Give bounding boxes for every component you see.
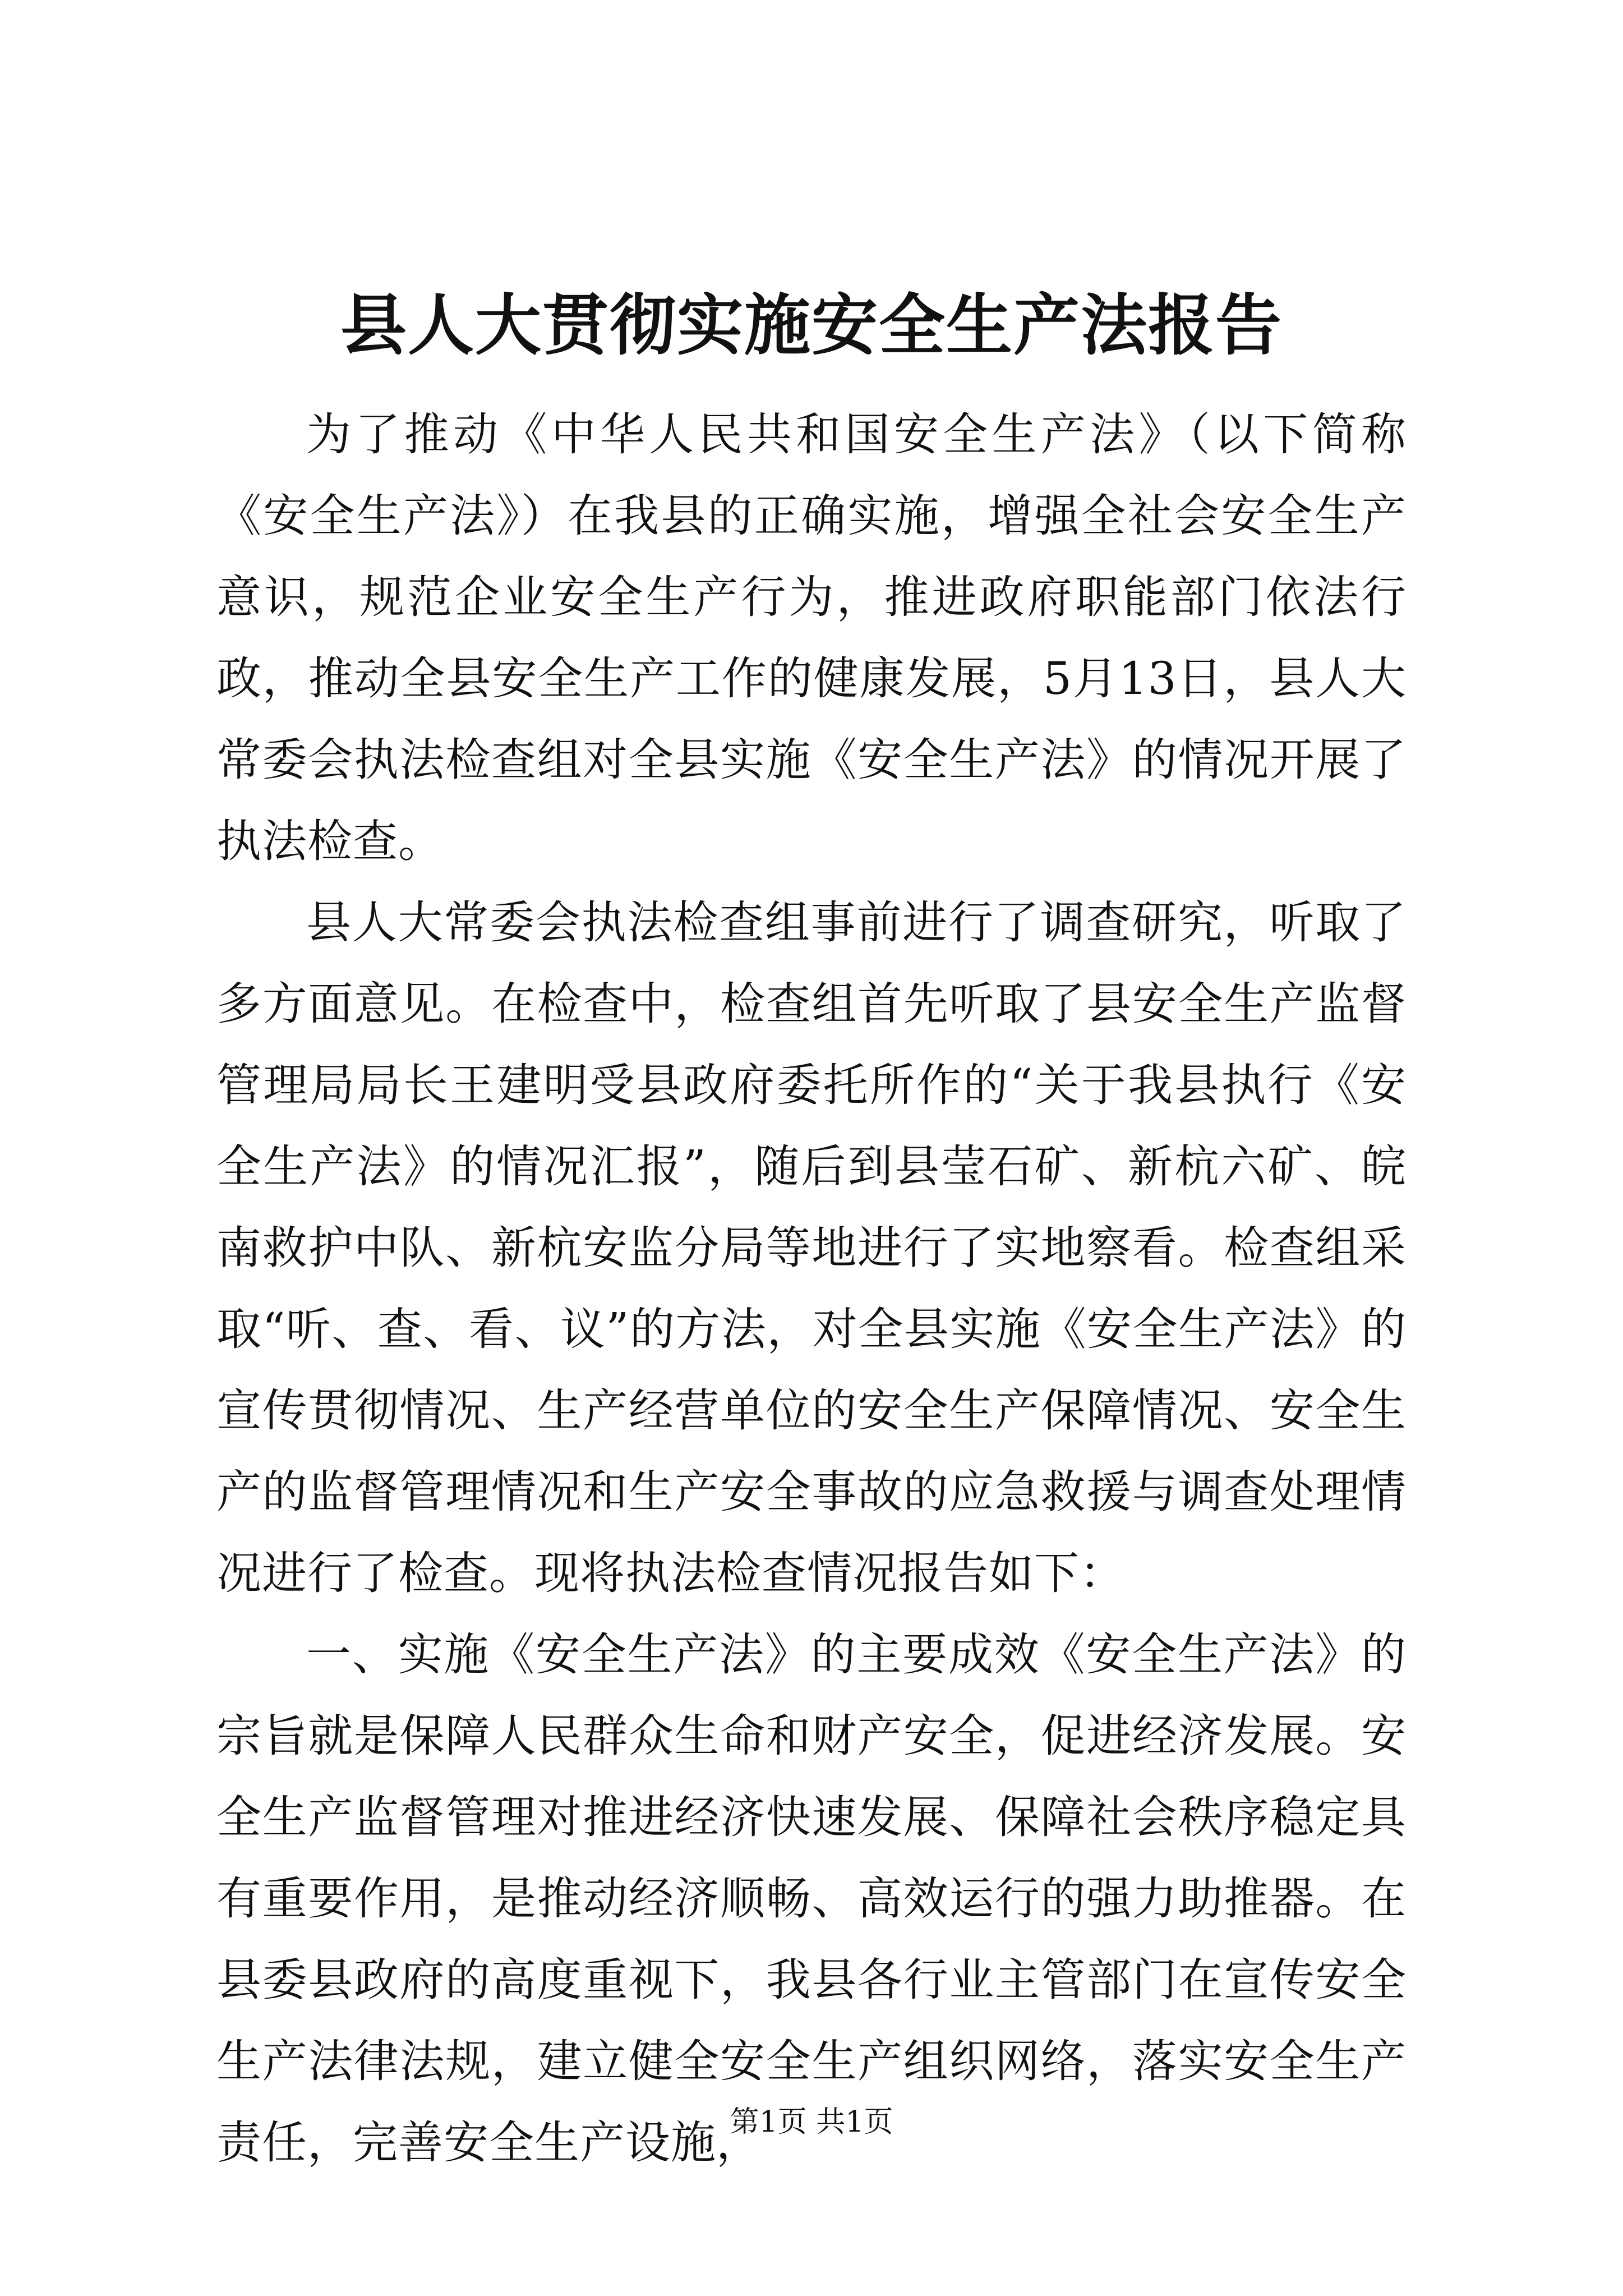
document-body: [216, 394, 1407, 2183]
page-footer: 第1页 共1页: [730, 2105, 893, 2139]
paragraph-achievements: 一、实施《安全生产法》的主要成效《安全生产法》的宗旨就是保障人民群众生命和财产安全，促进经济发展。安全生产监督管理对推进经济快速发展、保障社会秩序稳定具有重要作用，是推动经济顺畅、高效运行的强力助推器。在县委县政府的高度重视下，我县各行业主管部门在宣传安全生产法律法规，建立健全安全生产组织网络，落实安全生产责任，完善安全生产设施，: [216, 1628, 1407, 2169]
document-title: 县人大贯彻实施安全生产法报告: [340, 286, 1283, 364]
paragraph-inspection: 县人大常委会执法检查组事前进行了调查研究，听取了多方面意见。在检查中，检查组首先听取了县安全生产监督管理局局长王建明受县政府委托所作的“关于我县执行《安全生产法》的情况汇报”，随后到县莹石矿、新杭六矿、皖南救护中队、新杭安监分局等地进行了实地察看。检查组采取“听、查、看、议”的方法，对全县实施《安全生产法》的宣传贯彻情况、生产经营单位的安全生产保障情况、安全生产的监督管理情况和生产安全事故的应急救援与调查处理情况进行了检查。现将执法检查情况报告如下：: [216, 896, 1407, 1599]
paragraph-intro: 为了推动《中华人民共和国安全生产法》（以下简称《安全生产法》）在我县的正确实施，增强全社会安全生产意识，规范企业安全生产行为，推进政府职能部门依法行政，推动全县安全生产工作的健康发展，5月13日，县人大常委会执法检查组对全县实施《安全生产法》的情况开展了执法检查。: [216, 408, 1407, 867]
